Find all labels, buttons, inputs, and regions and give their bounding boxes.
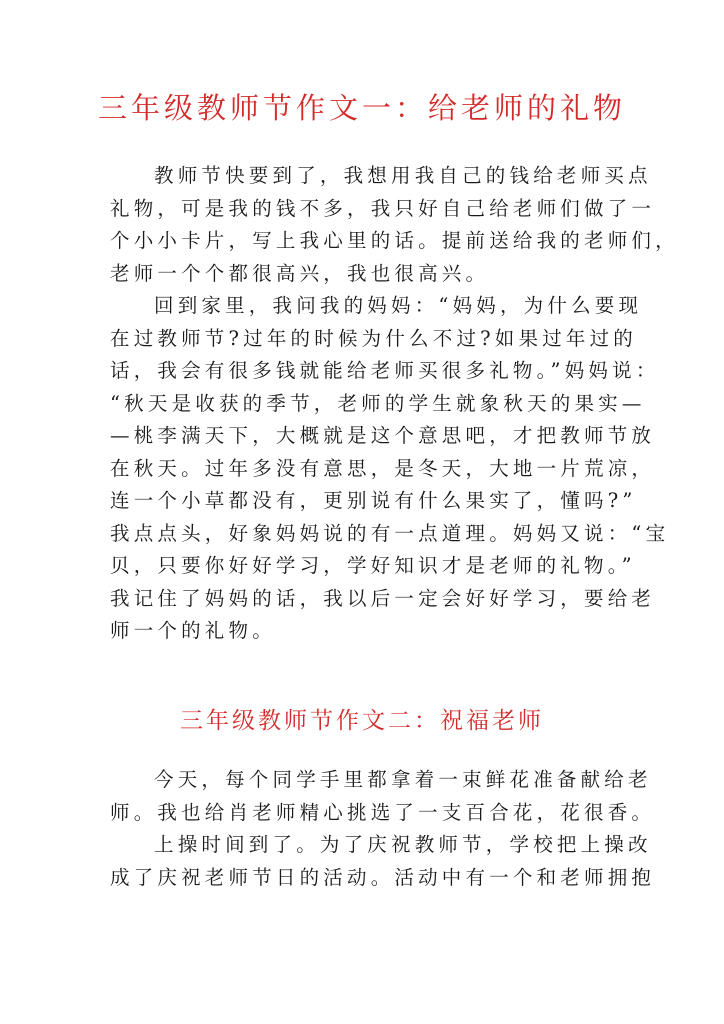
paragraph-line: 礼物，可是我的钱不多，我只好自己给老师们做了一	[110, 196, 656, 220]
paragraph-line: 上操时间到了。为了庆祝教师节，学校把上操改	[154, 833, 652, 856]
paragraph-line: 个小小卡片，写上我心里的话。提前送给我的老师们，	[110, 229, 679, 252]
paragraph-line: 回到家里，我问我的妈妈：“妈妈，为什么要现	[154, 294, 643, 317]
paragraph-line: 今天，每个同学手里都拿着一束鲜花准备献给老	[154, 768, 652, 791]
paragraph-line: 在过教师节?过年的时候为什么不过?如果过年过的	[110, 326, 638, 350]
essay-2-body	[110, 764, 656, 894]
paragraph-line: 师一个的礼物。	[110, 619, 276, 642]
essay-2-title: 三年级教师节作文二：祝福老师	[180, 708, 544, 734]
paragraph-line: 话，我会有很多钱就能给老师买很多礼物。”妈妈说：	[110, 359, 660, 382]
paragraph-line: —桃李满天下，大概就是这个意思吧，才把教师节放	[110, 424, 656, 447]
paragraph-line: 贝，只要你好好学习，学好知识才是老师的礼物。”	[110, 554, 636, 577]
essay-1-body	[110, 160, 679, 648]
paragraph-line: 成了庆祝老师节日的活动。活动中有一个和老师拥抱	[110, 865, 656, 889]
essay-1-title: 三年级教师节作文一：给老师的礼物	[97, 91, 626, 125]
paragraph-line: 在秋天。过年多没有意思，是冬天，大地一片荒凉，	[110, 456, 656, 480]
paragraph-line: 教师节快要到了，我想用我自己的钱给老师买点	[154, 164, 652, 187]
paragraph-line: 连一个小草都没有，更别说有什么果实了，懂吗?”	[110, 489, 637, 512]
paragraph-line: “秋天是收获的季节，老师的学生就象秋天的果实—	[110, 391, 646, 415]
paragraph-line: 师。我也给肖老师精心挑选了一支百合花，花很香。	[110, 800, 656, 824]
paragraph-line: 我记住了妈妈的话，我以后一定会好好学习，要给老	[110, 586, 656, 610]
paragraph-line: 老师一个个都很高兴，我也很高兴。	[110, 261, 490, 285]
paragraph-line: 我点点头，好象妈妈说的有一点道理。妈妈又说：“宝	[110, 521, 670, 545]
